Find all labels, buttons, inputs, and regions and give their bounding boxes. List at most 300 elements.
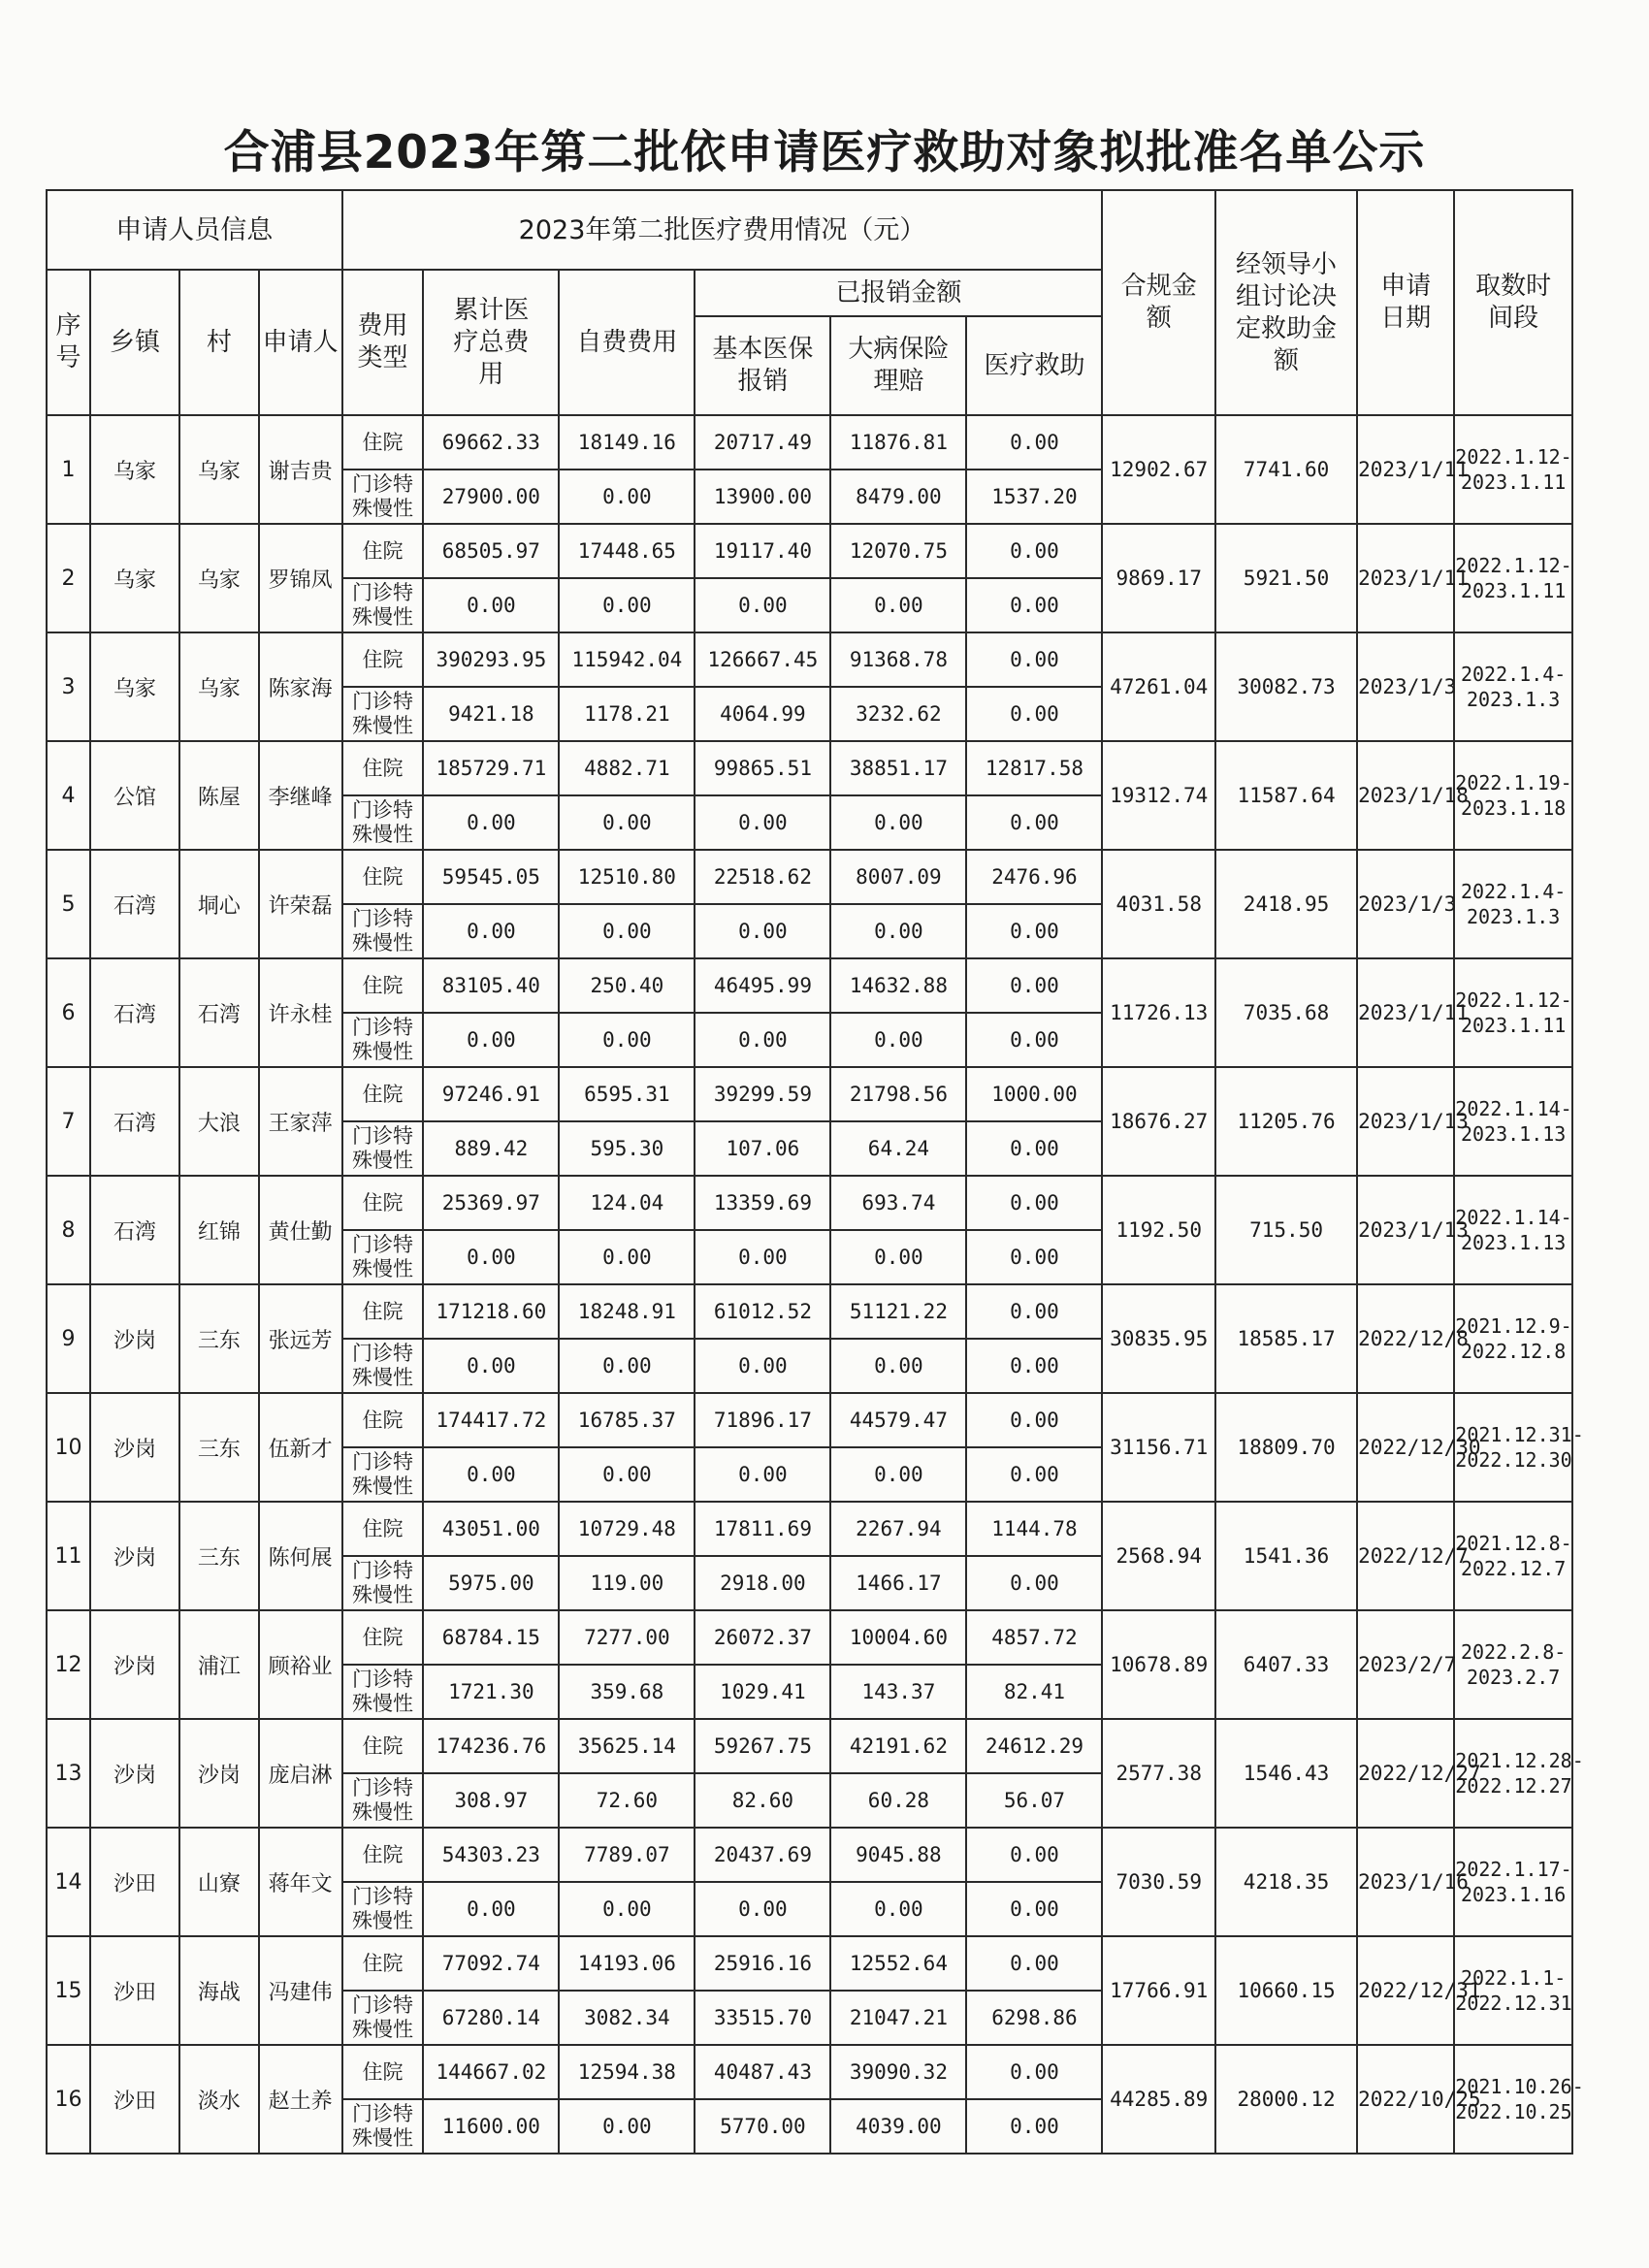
seq-cell: 12 (47, 1610, 90, 1719)
self-paid-cell: 119.00 (559, 1556, 695, 1610)
period-start: 2022.2.8- (1460, 1640, 1567, 1664)
period-start: 2022.1.17- (1455, 1858, 1572, 1881)
critical-insurance-cell: 0.00 (830, 1013, 966, 1067)
critical-insurance-cell: 21047.21 (830, 1991, 966, 2045)
basic-insurance-cell: 0.00 (695, 1230, 830, 1284)
header-reimbursed: 已报销金额 (695, 270, 1102, 316)
seq-cell: 11 (47, 1502, 90, 1610)
period-end: 2023.1.11 (1460, 470, 1567, 494)
basic-insurance-cell: 13359.69 (695, 1176, 830, 1230)
apply-date-cell: 2022/12/8 (1357, 1284, 1454, 1393)
critical-insurance-cell: 0.00 (830, 1447, 966, 1502)
critical-insurance-cell: 4039.00 (830, 2099, 966, 2154)
self-paid-cell: 0.00 (559, 578, 695, 632)
total-cost-cell: 54303.23 (423, 1828, 559, 1882)
medical-aid-cell: 1537.20 (966, 470, 1102, 524)
seq-cell: 15 (47, 1936, 90, 2045)
total-cost-cell: 9421.18 (423, 687, 559, 741)
period-cell (1454, 524, 1572, 632)
critical-insurance-cell: 64.24 (830, 1121, 966, 1176)
fee-type-cell: 门诊特殊慢性 (342, 1121, 424, 1176)
compliant-amount-cell: 47261.04 (1102, 632, 1215, 741)
medical-aid-cell: 0.00 (966, 958, 1102, 1013)
critical-insurance-cell: 14632.88 (830, 958, 966, 1013)
period-cell (1454, 1067, 1572, 1176)
self-paid-cell: 14193.06 (559, 1936, 695, 1991)
basic-insurance-cell: 61012.52 (695, 1284, 830, 1339)
basic-insurance-cell: 0.00 (695, 1447, 830, 1502)
compliant-amount-cell: 19312.74 (1102, 741, 1215, 850)
decision-amount-cell: 6407.33 (1215, 1610, 1357, 1719)
critical-insurance-cell: 42191.62 (830, 1719, 966, 1773)
applicant-name-cell: 许永桂 (259, 958, 342, 1067)
total-cost-cell: 0.00 (423, 795, 559, 850)
fee-type-cell: 门诊特殊慢性 (342, 2099, 424, 2154)
self-paid-cell: 0.00 (559, 1230, 695, 1284)
town-cell: 石湾 (90, 1067, 179, 1176)
period-end: 2023.2.7 (1466, 1666, 1561, 1689)
fee-type-cell: 住院 (342, 1176, 424, 1230)
self-paid-cell: 17448.65 (559, 524, 695, 578)
medical-aid-cell: 56.07 (966, 1773, 1102, 1828)
decision-amount-cell: 11587.64 (1215, 741, 1357, 850)
compliant-amount-cell: 30835.95 (1102, 1284, 1215, 1393)
decision-amount-cell: 18809.70 (1215, 1393, 1357, 1502)
decision-amount-cell: 11205.76 (1215, 1067, 1357, 1176)
period-end: 2023.1.13 (1460, 1231, 1567, 1254)
town-cell: 沙岗 (90, 1393, 179, 1502)
town-cell: 沙田 (90, 1936, 179, 2045)
table-row (47, 1176, 1572, 1230)
self-paid-cell: 115942.04 (559, 632, 695, 687)
header-applicant-info: 申请人员信息 (47, 190, 342, 270)
fee-type-cell: 住院 (342, 415, 424, 470)
apply-date-cell: 2023/1/11 (1357, 524, 1454, 632)
total-cost-cell: 0.00 (423, 1013, 559, 1067)
basic-insurance-cell: 13900.00 (695, 470, 830, 524)
village-cell: 石湾 (179, 958, 259, 1067)
medical-aid-cell: 0.00 (966, 2045, 1102, 2099)
basic-insurance-cell: 0.00 (695, 1882, 830, 1936)
period-start: 2021.12.28- (1455, 1749, 1584, 1772)
town-cell: 石湾 (90, 850, 179, 958)
critical-insurance-cell: 38851.17 (830, 741, 966, 795)
period-end: 2022.12.30 (1455, 1448, 1572, 1472)
village-cell: 山寮 (179, 1828, 259, 1936)
table-row (47, 1502, 1572, 1556)
fee-type-cell: 住院 (342, 1610, 424, 1665)
self-paid-cell: 12510.80 (559, 850, 695, 904)
town-cell: 乌家 (90, 524, 179, 632)
period-end: 2023.1.11 (1460, 579, 1567, 602)
basic-insurance-cell: 20717.49 (695, 415, 830, 470)
medical-aid-cell: 0.00 (966, 632, 1102, 687)
fee-type-cell: 门诊特殊慢性 (342, 1447, 424, 1502)
basic-insurance-cell: 5770.00 (695, 2099, 830, 2154)
critical-insurance-cell: 693.74 (830, 1176, 966, 1230)
basic-insurance-cell: 71896.17 (695, 1393, 830, 1447)
decision-amount-cell: 30082.73 (1215, 632, 1357, 741)
medical-aid-cell: 0.00 (966, 578, 1102, 632)
period-start: 2022.1.14- (1455, 1206, 1572, 1229)
decision-amount-cell: 5921.50 (1215, 524, 1357, 632)
critical-insurance-cell: 9045.88 (830, 1828, 966, 1882)
village-cell: 乌家 (179, 524, 259, 632)
total-cost-cell: 0.00 (423, 904, 559, 958)
page-title: 合浦县2023年第二批依申请医疗救助对象拟批准名单公示 (223, 126, 1426, 179)
medical-aid-cell: 2476.96 (966, 850, 1102, 904)
total-cost-cell: 144667.02 (423, 2045, 559, 2099)
applicant-name-cell: 谢吉贵 (259, 415, 342, 524)
total-cost-cell: 171218.60 (423, 1284, 559, 1339)
critical-insurance-cell: 1466.17 (830, 1556, 966, 1610)
period-start: 2022.1.4- (1460, 663, 1567, 686)
total-cost-cell: 67280.14 (423, 1991, 559, 2045)
applicant-name-cell: 伍新才 (259, 1393, 342, 1502)
seq-cell: 7 (47, 1067, 90, 1176)
period-cell (1454, 958, 1572, 1067)
self-paid-cell: 595.30 (559, 1121, 695, 1176)
period-cell (1454, 1284, 1572, 1393)
period-cell (1454, 1502, 1572, 1610)
table-row (47, 415, 1572, 470)
apply-date-cell: 2022/12/7 (1357, 1502, 1454, 1610)
total-cost-cell: 25369.97 (423, 1176, 559, 1230)
critical-insurance-cell: 0.00 (830, 1230, 966, 1284)
basic-insurance-cell: 0.00 (695, 1339, 830, 1393)
decision-amount-cell: 18585.17 (1215, 1284, 1357, 1393)
fee-type-cell: 门诊特殊慢性 (342, 1230, 424, 1284)
total-cost-cell: 174417.72 (423, 1393, 559, 1447)
self-paid-cell: 72.60 (559, 1773, 695, 1828)
total-cost-cell: 27900.00 (423, 470, 559, 524)
total-cost-cell: 68784.15 (423, 1610, 559, 1665)
basic-insurance-cell: 25916.16 (695, 1936, 830, 1991)
fee-type-cell: 门诊特殊慢性 (342, 1556, 424, 1610)
apply-date-cell: 2023/1/3 (1357, 850, 1454, 958)
fee-type-cell: 门诊特殊慢性 (342, 1991, 424, 2045)
period-start: 2021.12.9- (1455, 1314, 1572, 1338)
applicant-name-cell: 李继峰 (259, 741, 342, 850)
header-leader-decision: 经领导小组讨论决定救助金额 (1215, 190, 1357, 415)
period-cell (1454, 1176, 1572, 1284)
self-paid-cell: 6595.31 (559, 1067, 695, 1121)
town-cell: 沙岗 (90, 1610, 179, 1719)
header-basic-insurance: 基本医保报销 (695, 316, 830, 415)
medical-aid-cell: 0.00 (966, 415, 1102, 470)
period-end: 2022.12.31 (1455, 1992, 1572, 2015)
fee-type-cell: 住院 (342, 958, 424, 1013)
medical-aid-cell: 0.00 (966, 1828, 1102, 1882)
period-end: 2023.1.3 (1466, 688, 1561, 711)
period-start: 2022.1.12- (1455, 554, 1572, 577)
applicant-name-cell: 冯建伟 (259, 1936, 342, 2045)
self-paid-cell: 0.00 (559, 470, 695, 524)
town-cell: 沙岗 (90, 1284, 179, 1393)
medical-aid-cell: 12817.58 (966, 741, 1102, 795)
decision-amount-cell: 1541.36 (1215, 1502, 1357, 1610)
self-paid-cell: 18248.91 (559, 1284, 695, 1339)
total-cost-cell: 390293.95 (423, 632, 559, 687)
period-end: 2023.1.3 (1466, 905, 1561, 928)
header-period: 取数时间段 (1454, 190, 1572, 415)
apply-date-cell: 2022/12/31 (1357, 1936, 1454, 2045)
total-cost-cell: 43051.00 (423, 1502, 559, 1556)
critical-insurance-cell: 12552.64 (830, 1936, 966, 1991)
period-end: 2022.12.8 (1460, 1340, 1567, 1363)
seq-cell: 9 (47, 1284, 90, 1393)
table-row (47, 1828, 1572, 1882)
table-row (47, 1067, 1572, 1121)
basic-insurance-cell: 0.00 (695, 1013, 830, 1067)
basic-insurance-cell: 33515.70 (695, 1991, 830, 2045)
header-critical-insurance: 大病保险理赔 (830, 316, 966, 415)
village-cell: 海战 (179, 1936, 259, 2045)
village-cell: 三东 (179, 1284, 259, 1393)
town-cell: 沙岗 (90, 1502, 179, 1610)
decision-amount-cell: 715.50 (1215, 1176, 1357, 1284)
period-end: 2023.1.13 (1460, 1122, 1567, 1146)
compliant-amount-cell: 18676.27 (1102, 1067, 1215, 1176)
seq-cell: 1 (47, 415, 90, 524)
period-end: 2022.10.25 (1455, 2100, 1572, 2123)
header-seq: 序号 (47, 270, 90, 415)
medical-aid-cell: 4857.72 (966, 1610, 1102, 1665)
compliant-amount-cell: 9869.17 (1102, 524, 1215, 632)
self-paid-cell: 12594.38 (559, 2045, 695, 2099)
fee-type-cell: 门诊特殊慢性 (342, 795, 424, 850)
table-row (47, 524, 1572, 578)
medical-aid-cell: 0.00 (966, 1936, 1102, 1991)
self-paid-cell: 1178.21 (559, 687, 695, 741)
self-paid-cell: 7789.07 (559, 1828, 695, 1882)
header-village: 村 (179, 270, 259, 415)
total-cost-cell: 0.00 (423, 1339, 559, 1393)
compliant-amount-cell: 2577.38 (1102, 1719, 1215, 1828)
medical-aid-cell: 0.00 (966, 1447, 1102, 1502)
fee-type-cell: 住院 (342, 1393, 424, 1447)
total-cost-cell: 174236.76 (423, 1719, 559, 1773)
basic-insurance-cell: 26072.37 (695, 1610, 830, 1665)
self-paid-cell: 18149.16 (559, 415, 695, 470)
critical-insurance-cell: 2267.94 (830, 1502, 966, 1556)
medical-aid-cell: 0.00 (966, 687, 1102, 741)
basic-insurance-cell: 0.00 (695, 578, 830, 632)
town-cell: 石湾 (90, 958, 179, 1067)
seq-cell: 6 (47, 958, 90, 1067)
applicant-name-cell: 赵土养 (259, 2045, 342, 2154)
self-paid-cell: 0.00 (559, 1339, 695, 1393)
critical-insurance-cell: 8007.09 (830, 850, 966, 904)
total-cost-cell: 83105.40 (423, 958, 559, 1013)
village-cell: 淡水 (179, 2045, 259, 2154)
basic-insurance-cell: 1029.41 (695, 1665, 830, 1719)
table-row (47, 850, 1572, 904)
fee-type-cell: 住院 (342, 850, 424, 904)
seq-cell: 8 (47, 1176, 90, 1284)
critical-insurance-cell: 10004.60 (830, 1610, 966, 1665)
fee-type-cell: 门诊特殊慢性 (342, 1339, 424, 1393)
basic-insurance-cell: 107.06 (695, 1121, 830, 1176)
applicant-name-cell: 陈家海 (259, 632, 342, 741)
compliant-amount-cell: 7030.59 (1102, 1828, 1215, 1936)
basic-insurance-cell: 4064.99 (695, 687, 830, 741)
fee-type-cell: 住院 (342, 2045, 424, 2099)
compliant-amount-cell: 10678.89 (1102, 1610, 1215, 1719)
medical-aid-cell: 0.00 (966, 524, 1102, 578)
applicant-name-cell: 许荣磊 (259, 850, 342, 958)
apply-date-cell: 2023/1/18 (1357, 741, 1454, 850)
compliant-amount-cell: 44285.89 (1102, 2045, 1215, 2154)
period-start: 2022.1.19- (1455, 771, 1572, 794)
fee-type-cell: 住院 (342, 741, 424, 795)
seq-cell: 5 (47, 850, 90, 958)
applicant-name-cell: 罗锦凤 (259, 524, 342, 632)
total-cost-cell: 185729.71 (423, 741, 559, 795)
self-paid-cell: 359.68 (559, 1665, 695, 1719)
fee-type-cell: 住院 (342, 1828, 424, 1882)
critical-insurance-cell: 0.00 (830, 1339, 966, 1393)
period-end: 2023.1.11 (1460, 1014, 1567, 1037)
medical-aid-cell: 6298.86 (966, 1991, 1102, 2045)
town-cell: 石湾 (90, 1176, 179, 1284)
applicant-name-cell: 王家萍 (259, 1067, 342, 1176)
town-cell: 乌家 (90, 632, 179, 741)
decision-amount-cell: 2418.95 (1215, 850, 1357, 958)
medical-aid-cell: 0.00 (966, 1882, 1102, 1936)
basic-insurance-cell: 82.60 (695, 1773, 830, 1828)
applicant-name-cell: 顾裕业 (259, 1610, 342, 1719)
period-cell (1454, 632, 1572, 741)
period-cell (1454, 741, 1572, 850)
period-cell (1454, 1393, 1584, 1502)
basic-insurance-cell: 2918.00 (695, 1556, 830, 1610)
village-cell: 大浪 (179, 1067, 259, 1176)
seq-cell: 4 (47, 741, 90, 850)
fee-type-cell: 门诊特殊慢性 (342, 687, 424, 741)
period-cell (1454, 1719, 1584, 1828)
applicant-name-cell: 陈何展 (259, 1502, 342, 1610)
applicant-name-cell: 张远芳 (259, 1284, 342, 1393)
medical-aid-cell: 0.00 (966, 2099, 1102, 2154)
self-paid-cell: 0.00 (559, 904, 695, 958)
basic-insurance-cell: 17811.69 (695, 1502, 830, 1556)
self-paid-cell: 10729.48 (559, 1502, 695, 1556)
header-applicant: 申请人 (259, 270, 342, 415)
seq-cell: 13 (47, 1719, 90, 1828)
table-row (47, 1284, 1572, 1339)
medical-aid-cell: 0.00 (966, 1339, 1102, 1393)
medical-aid-cell: 0.00 (966, 904, 1102, 958)
medical-aid-cell: 0.00 (966, 1121, 1102, 1176)
critical-insurance-cell: 143.37 (830, 1665, 966, 1719)
village-cell: 浦江 (179, 1610, 259, 1719)
table-row (47, 741, 1572, 795)
applicant-name-cell: 庞启淋 (259, 1719, 342, 1828)
decision-amount-cell: 7741.60 (1215, 415, 1357, 524)
compliant-amount-cell: 1192.50 (1102, 1176, 1215, 1284)
period-start: 2022.1.14- (1455, 1097, 1572, 1120)
critical-insurance-cell: 0.00 (830, 1882, 966, 1936)
self-paid-cell: 250.40 (559, 958, 695, 1013)
period-end: 2023.1.16 (1460, 1883, 1567, 1906)
village-cell: 陈屋 (179, 741, 259, 850)
period-start: 2022.1.12- (1455, 988, 1572, 1012)
period-start: 2022.1.1- (1460, 1966, 1567, 1990)
self-paid-cell: 0.00 (559, 795, 695, 850)
apply-date-cell: 2022/12/30 (1357, 1393, 1454, 1502)
applicant-name-cell: 黄仕勤 (259, 1176, 342, 1284)
self-paid-cell: 7277.00 (559, 1610, 695, 1665)
compliant-amount-cell: 12902.67 (1102, 415, 1215, 524)
total-cost-cell: 0.00 (423, 1447, 559, 1502)
apply-date-cell: 2023/1/13 (1357, 1067, 1454, 1176)
medical-aid-cell: 82.41 (966, 1665, 1102, 1719)
critical-insurance-cell: 3232.62 (830, 687, 966, 741)
village-cell: 乌家 (179, 632, 259, 741)
header-medical-aid: 医疗救助 (966, 316, 1102, 415)
critical-insurance-cell: 0.00 (830, 904, 966, 958)
self-paid-cell: 0.00 (559, 2099, 695, 2154)
self-paid-cell: 0.00 (559, 1882, 695, 1936)
critical-insurance-cell: 60.28 (830, 1773, 966, 1828)
medical-aid-cell: 0.00 (966, 1013, 1102, 1067)
period-cell (1454, 415, 1572, 524)
fee-type-cell: 住院 (342, 1284, 424, 1339)
basic-insurance-cell: 0.00 (695, 904, 830, 958)
period-cell (1454, 1610, 1572, 1719)
fee-type-cell: 住院 (342, 1936, 424, 1991)
header-compliant-amount: 合规金额 (1102, 190, 1215, 415)
self-paid-cell: 124.04 (559, 1176, 695, 1230)
medical-aid-cell: 0.00 (966, 1284, 1102, 1339)
total-cost-cell: 11600.00 (423, 2099, 559, 2154)
critical-insurance-cell: 11876.81 (830, 415, 966, 470)
period-start: 2021.12.31- (1455, 1423, 1584, 1446)
seq-cell: 3 (47, 632, 90, 741)
total-cost-cell: 308.97 (423, 1773, 559, 1828)
decision-amount-cell: 7035.68 (1215, 958, 1357, 1067)
table-row (47, 1393, 1572, 1447)
total-cost-cell: 0.00 (423, 578, 559, 632)
total-cost-cell: 889.42 (423, 1121, 559, 1176)
compliant-amount-cell: 4031.58 (1102, 850, 1215, 958)
period-start: 2022.1.4- (1460, 880, 1567, 903)
period-cell (1454, 1936, 1572, 2045)
town-cell: 乌家 (90, 415, 179, 524)
medical-aid-cell: 1000.00 (966, 1067, 1102, 1121)
total-cost-cell: 68505.97 (423, 524, 559, 578)
self-paid-cell: 16785.37 (559, 1393, 695, 1447)
town-cell: 公馆 (90, 741, 179, 850)
town-cell: 沙田 (90, 1828, 179, 1936)
basic-insurance-cell: 46495.99 (695, 958, 830, 1013)
table-row (47, 2045, 1572, 2099)
basic-insurance-cell: 20437.69 (695, 1828, 830, 1882)
basic-insurance-cell: 126667.45 (695, 632, 830, 687)
basic-insurance-cell: 99865.51 (695, 741, 830, 795)
seq-cell: 14 (47, 1828, 90, 1936)
total-cost-cell: 69662.33 (423, 415, 559, 470)
period-cell (1454, 1828, 1572, 1936)
medical-aid-cell: 0.00 (966, 1230, 1102, 1284)
fee-type-cell: 住院 (342, 1719, 424, 1773)
fee-type-cell: 住院 (342, 632, 424, 687)
period-cell (1454, 850, 1572, 958)
seq-cell: 16 (47, 2045, 90, 2154)
decision-amount-cell: 10660.15 (1215, 1936, 1357, 2045)
seq-cell: 10 (47, 1393, 90, 1502)
